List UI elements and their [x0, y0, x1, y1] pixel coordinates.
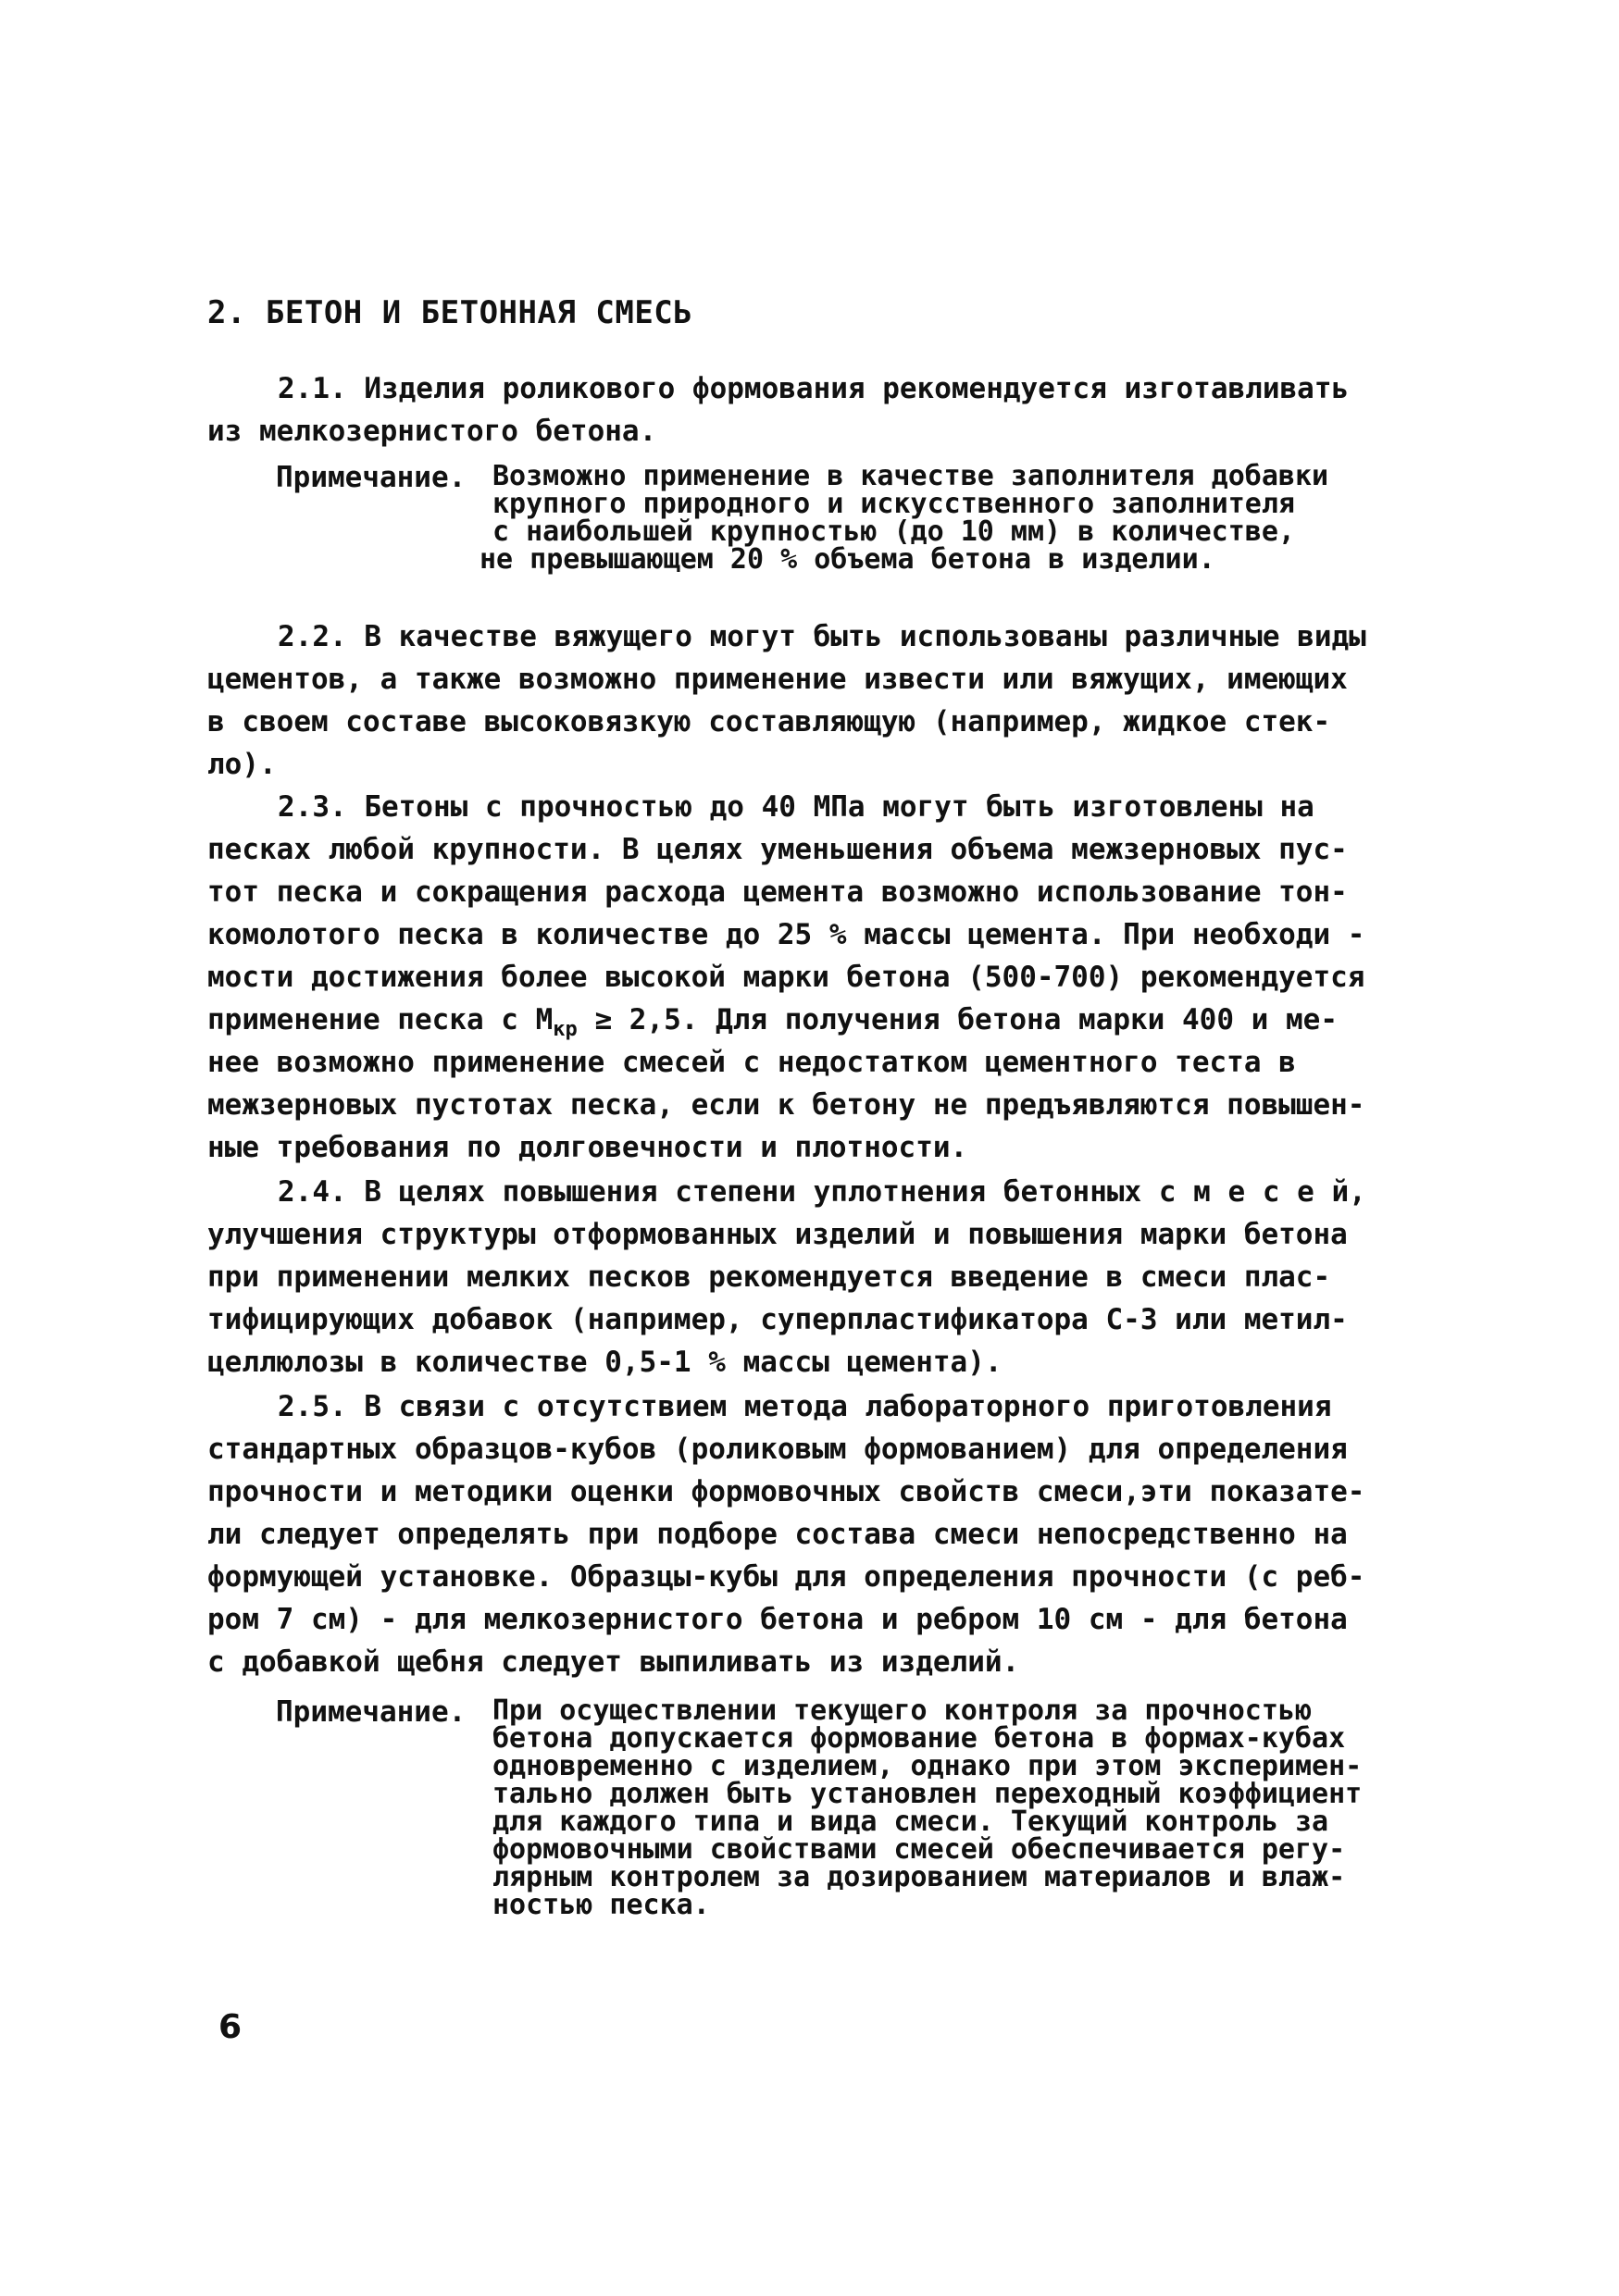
note-2-line-6: формовочными свойствами смесей обеспечивается регу-: [492, 1833, 1346, 1866]
paragraph-2-2-line-1: 2.2. В качестве вяжущего могут быть использованы различные виды: [278, 620, 1366, 653]
paragraph-2-5-line-2: стандартных образцов-кубов (роликовым формованием) для определения: [207, 1433, 1348, 1466]
paragraph-2-3-line-1: 2.3. Бетоны с прочностью до 40 МПа могут быть изготовлены на: [278, 790, 1314, 824]
paragraph-2-4-line-5: целлюлозы в количестве 0,5-1 % массы цемента).: [207, 1346, 1003, 1379]
paragraph-2-5-line-7: с добавкой щебня следует выпиливать из изделий.: [207, 1645, 1020, 1679]
section-heading: 2. БЕТОН И БЕТОННАЯ СМЕСЬ: [207, 294, 693, 331]
paragraph-2-4-line-3: при применении мелких песков рекомендуется введение в смеси плас-: [207, 1260, 1331, 1294]
paragraph-2-5-line-1: 2.5. В связи с отсутствием метода лабораторного приготовления: [278, 1390, 1332, 1423]
note-2-line-2: бетона допускается формование бетона в формах-кубах: [492, 1722, 1346, 1755]
note-1-label: Примечание.: [276, 461, 467, 494]
paragraph-2-3-line-8: межзерновых пустотах песка, если к бетону не предъявляются повышен-: [207, 1088, 1365, 1122]
note-2-line-8: ностью песка.: [492, 1889, 710, 1921]
paragraph-2-1-line-1: 2.1. Изделия роликового формования рекомендуется изготавливать: [278, 372, 1350, 405]
paragraph-2-2-line-4: ло).: [207, 748, 277, 781]
m-kr-subscript: кр: [553, 1018, 578, 1042]
paragraph-2-3-line-7: нее возможно применение смесей с недостатком цементного теста в: [207, 1046, 1296, 1079]
paragraph-2-3-line-3: тот песка и сокращения расхода цемента возможно использование тон-: [207, 875, 1348, 909]
note-1-line-4: не превышающем 20 % объема бетона в изделии.: [479, 543, 1215, 576]
paragraph-2-5-line-5: формующей установке. Образцы-кубы для определения прочности (с реб-: [207, 1560, 1365, 1594]
note-2-line-3: одновременно с изделием, однако при этом эксперимен-: [492, 1750, 1363, 1782]
paragraph-2-4-line-1: 2.4. В целях повышения степени уплотнения бетонных с м е с е й,: [278, 1175, 1366, 1209]
paragraph-2-3-line-9: ные требования по долговечности и плотности.: [207, 1131, 968, 1164]
paragraph-2-3-line-4: комолотого песка в количестве до 25 % массы цемента. При необходи -: [207, 918, 1365, 951]
note-1-line-3: с наибольшей крупностью (до 10 мм) в количестве,: [492, 515, 1295, 548]
paragraph-2-2-line-3: в своем составе высоковязкую составляющую (например, жидкое стек-: [207, 705, 1331, 738]
paragraph-2-3-line-2: песках любой крупности. В целях уменьшения объема межзерновых пус-: [207, 833, 1348, 866]
paragraph-2-5-line-4: ли следует определять при подборе состава смеси непосредственно на: [207, 1518, 1348, 1551]
paragraph-2-5-line-6: ром 7 см) - для мелкозернистого бетона и ребром 10 см - для бетона: [207, 1603, 1348, 1636]
paragraph-2-4-line-4: тифицирующих добавок (например, суперпластификатора С-3 или метил-: [207, 1303, 1348, 1336]
paragraph-2-3-line-6-start: применение песка с М: [207, 1003, 554, 1036]
paragraph-2-4-line-2: улучшения структуры отформованных изделий и повышения марки бетона: [207, 1218, 1348, 1251]
note-2-line-4: тально должен быть установлен переходный коэффициент: [492, 1778, 1363, 1810]
note-2-line-7: лярным контролем за дозированием материалов и влаж-: [492, 1861, 1346, 1893]
note-2-label: Примечание.: [276, 1695, 467, 1729]
paragraph-2-3-line-6-end: ≥ 2,5. Для получения бетона марки 400 и ме-: [577, 1003, 1338, 1036]
page-number: 6: [218, 2008, 243, 2046]
paragraph-2-3-line-5: мости достижения более высокой марки бетона (500-700) рекомендуется: [207, 961, 1365, 994]
note-2-line-5: для каждого типа и вида смеси. Текущий контроль за: [492, 1806, 1329, 1838]
paragraph-2-2-line-2: цементов, а также возможно применение извести или вяжущих, имеющих: [207, 663, 1348, 696]
paragraph-2-3-line-6: [207, 1001, 1338, 1049]
note-1-line-2: крупного природного и искусственного заполнителя: [492, 488, 1295, 520]
paragraph-2-1-line-2: из мелкозернистого бетона.: [207, 415, 657, 448]
note-2-line-1: При осуществлении текущего контроля за прочностью: [492, 1694, 1313, 1727]
paragraph-2-5-line-3: прочности и методики оценки формовочных свойств смеси,эти показате-: [207, 1475, 1365, 1508]
note-1-line-1: Возможно применение в качестве заполнителя добавки: [492, 460, 1329, 492]
